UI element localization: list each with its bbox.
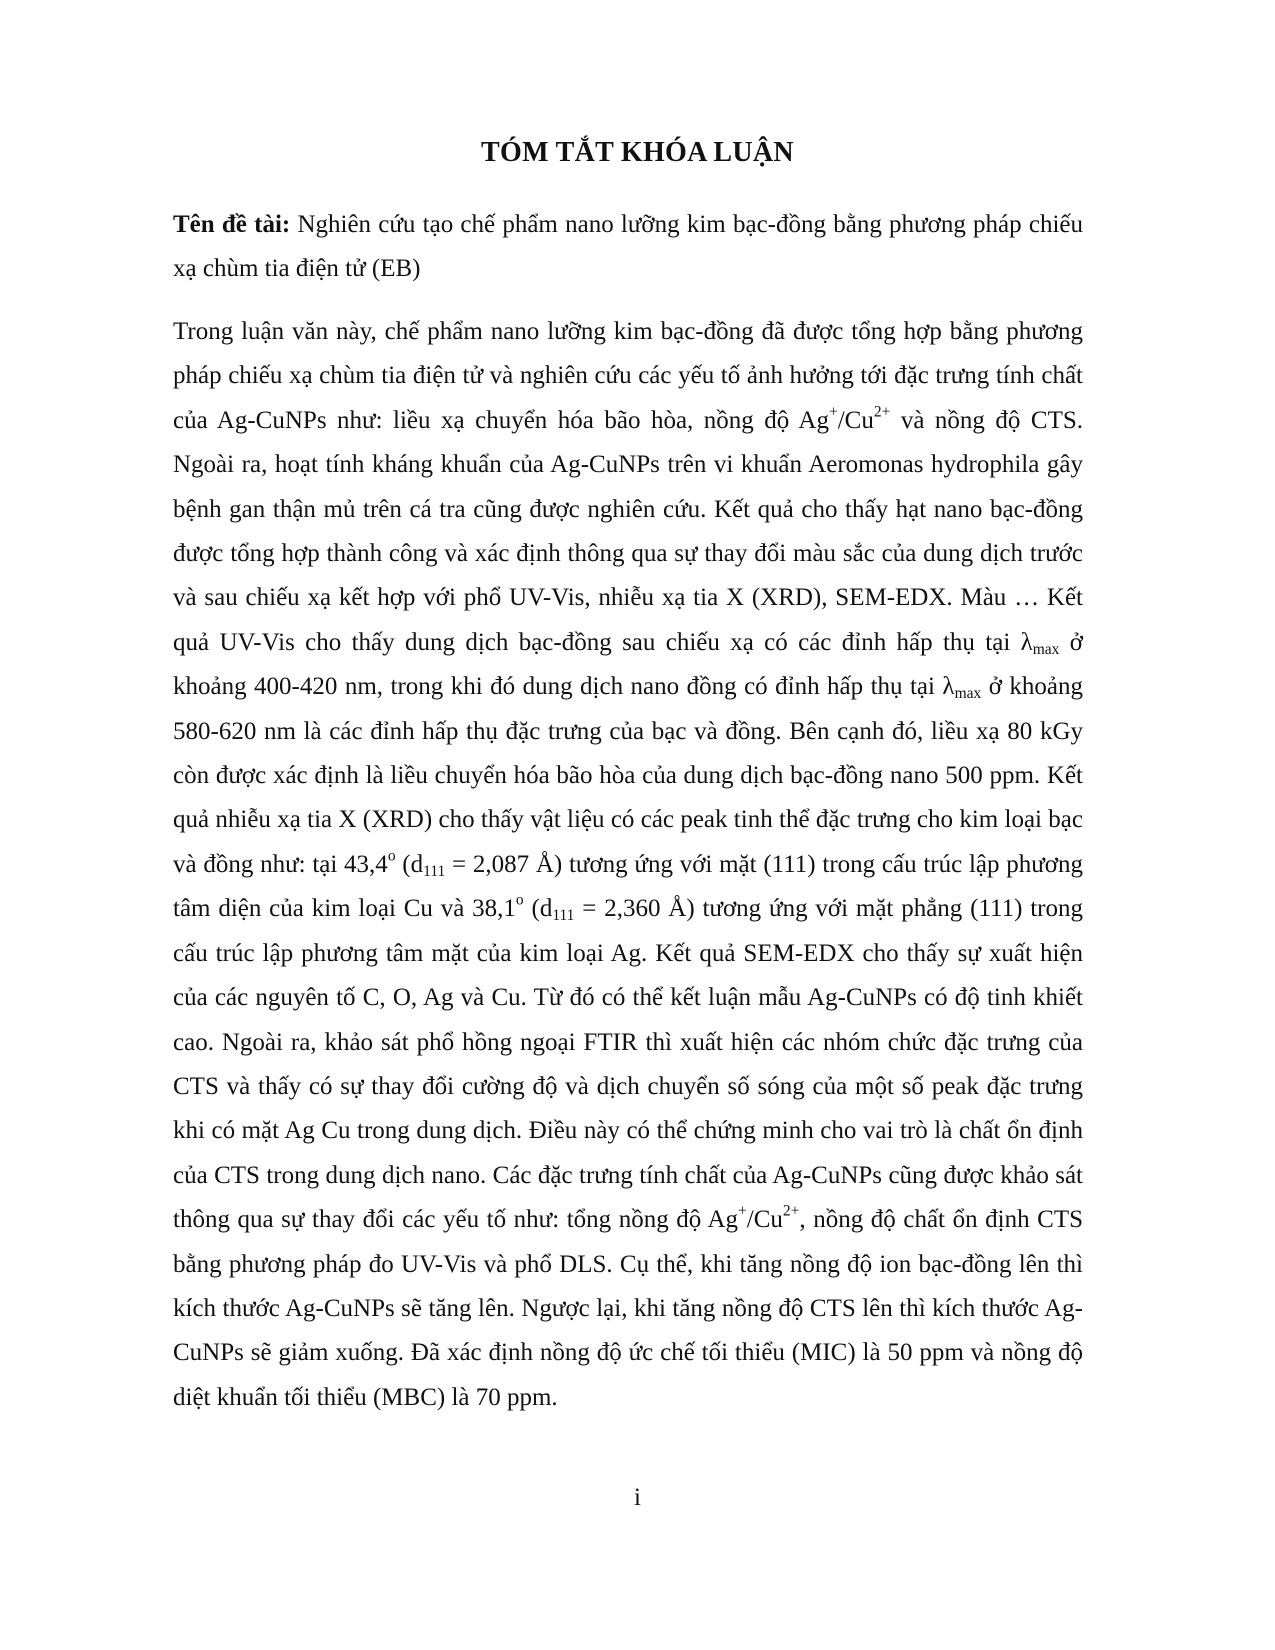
d-spacing-open: (d [523, 895, 553, 923]
abstract-text-6: = 2,360 Å) tương ứng với mặt phẳng (111) trong cấu trúc lập phương tâm mặt của kim loại Ag. Kết quả SEM-EDX cho thấy sự xuất hiện của các nguyên tố C, O, Ag và Cu. Từ đó có thể kết luận mẫu Ag-CuNPs có độ tinh khiết cao. Ngoài ra, khảo sát phổ hồng ngoại FTIR thì xuất hiện các nhóm chức đặc trưng của CTS và thấy có sự thay đổi cường độ và dịch chuyển số sóng của một số peak đặc trưng khi có mặt Ag Cu trong dung dịch. Điều này có thể chứng minh cho vai trò là chất ổn định của CTS trong dung dịch nano. Các đặc trưng tính chất của Ag-CuNPs cũng được khảo sát thông qua sự thay đổi các yếu tố như: tổng nồng độ Ag [173, 895, 1084, 1234]
cu-charge: 2+ [873, 403, 891, 421]
page-title: TÓM TẮT KHÓA LUẬN [481, 137, 794, 168]
topic-label: Tên đề tài [173, 211, 282, 238]
abstract-text-4: ở khoảng 580-620 nm là các đỉnh hấp thụ đặc trưng của bạc và đồng. Bên cạnh đó, liều xạ 80 kGy còn được xác định là liều chuyển hóa bão hòa của dung dịch bạc-đồng nano 500 ppm. Kết quả nhiễu xạ tia X (XRD) cho thấy vật liệu có các peak tinh thể đặc trưng cho kim loại bạc và đồng như: tại 43,4 [173, 673, 1083, 878]
ag-charge: + [828, 403, 838, 421]
ag-charge: + [738, 1202, 747, 1220]
lambda-max-subscript: max [1032, 640, 1060, 658]
page-number: i [634, 1484, 641, 1511]
topic-colon: : [281, 211, 291, 238]
cu-symbol: /Cu [837, 406, 874, 434]
cu-symbol: /Cu [746, 1206, 783, 1234]
topic-text: Nghiên cứu tạo chế phẩm nano lưỡng kim bạc-đồng bằng phương pháp chiếu xạ chùm tia điện tử (EB) [173, 211, 1083, 282]
miller-index-subscript: 111 [423, 862, 446, 880]
abstract-text-5: = 2,087 Å) tương ứng với mặt (111) trong cấu trúc lập phương tâm diện của kim loại Cu và 38,1 [173, 850, 1083, 923]
degree-sign: o [387, 847, 396, 865]
lambda-max-subscript: max [954, 685, 982, 703]
cu-charge: 2+ [782, 1202, 800, 1220]
abstract-text-2: và nồng độ CTS. Ngoài ra, hoạt tính kháng khuẩn của Ag-CuNPs trên vi khuẩn Aeromonas hydrophila gây bệnh gan thận mủ trên cá tra cũng được nghiên cứu. Kết quả cho thấy hạt nano bạc-đồng được tổng hợp thành công và xác định thông qua sự thay đổi màu sắc của dung dịch trước và sau chiếu xạ kết hợp với phổ UV-Vis, nhiễu xạ tia X (XRD), SEM-EDX. Màu … Kết quả UV-Vis cho thấy dung dịch bạc-đồng sau chiếu xạ có các đỉnh hấp thụ tại λ [173, 406, 1083, 656]
abstract-text-3: ở khoảng 400-420 nm, trong khi đó dung dịch nano đồng có đỉnh hấp thụ tại λ [173, 628, 1083, 701]
d-spacing-open: (d [395, 850, 424, 878]
abstract-text-7: , nồng độ chất ổn định CTS bằng phương pháp đo UV-Vis và phổ DLS. Cụ thể, khi tăng nồng độ ion bạc-đồng lên thì kích thước Ag-CuNPs sẽ tăng lên. Ngược lại, khi tăng nồng độ CTS lên thì kích thước Ag-CuNPs sẽ giảm xuống. Đã xác định nồng độ ức chế tối thiểu (MIC) là 50 ppm và nồng độ diệt khuẩn tối thiểu (MBC) là 70 ppm. [173, 1206, 1083, 1411]
abstract-paragraph [173, 310, 1083, 1420]
thesis-topic [173, 203, 1083, 291]
degree-sign: o [515, 891, 524, 909]
miller-index-subscript: 111 [552, 907, 575, 925]
abstract-text-1: Trong luận văn này, chế phẩm nano lưỡng kim bạc-đồng đã được tổng hợp bằng phương pháp chiếu xạ chùm tia điện tử và nghiên cứu các yếu tố ảnh hưởng tới đặc trưng tính chất của Ag-CuNPs như: liều xạ chuyển hóa bão hòa, nồng độ Ag [173, 318, 1083, 434]
